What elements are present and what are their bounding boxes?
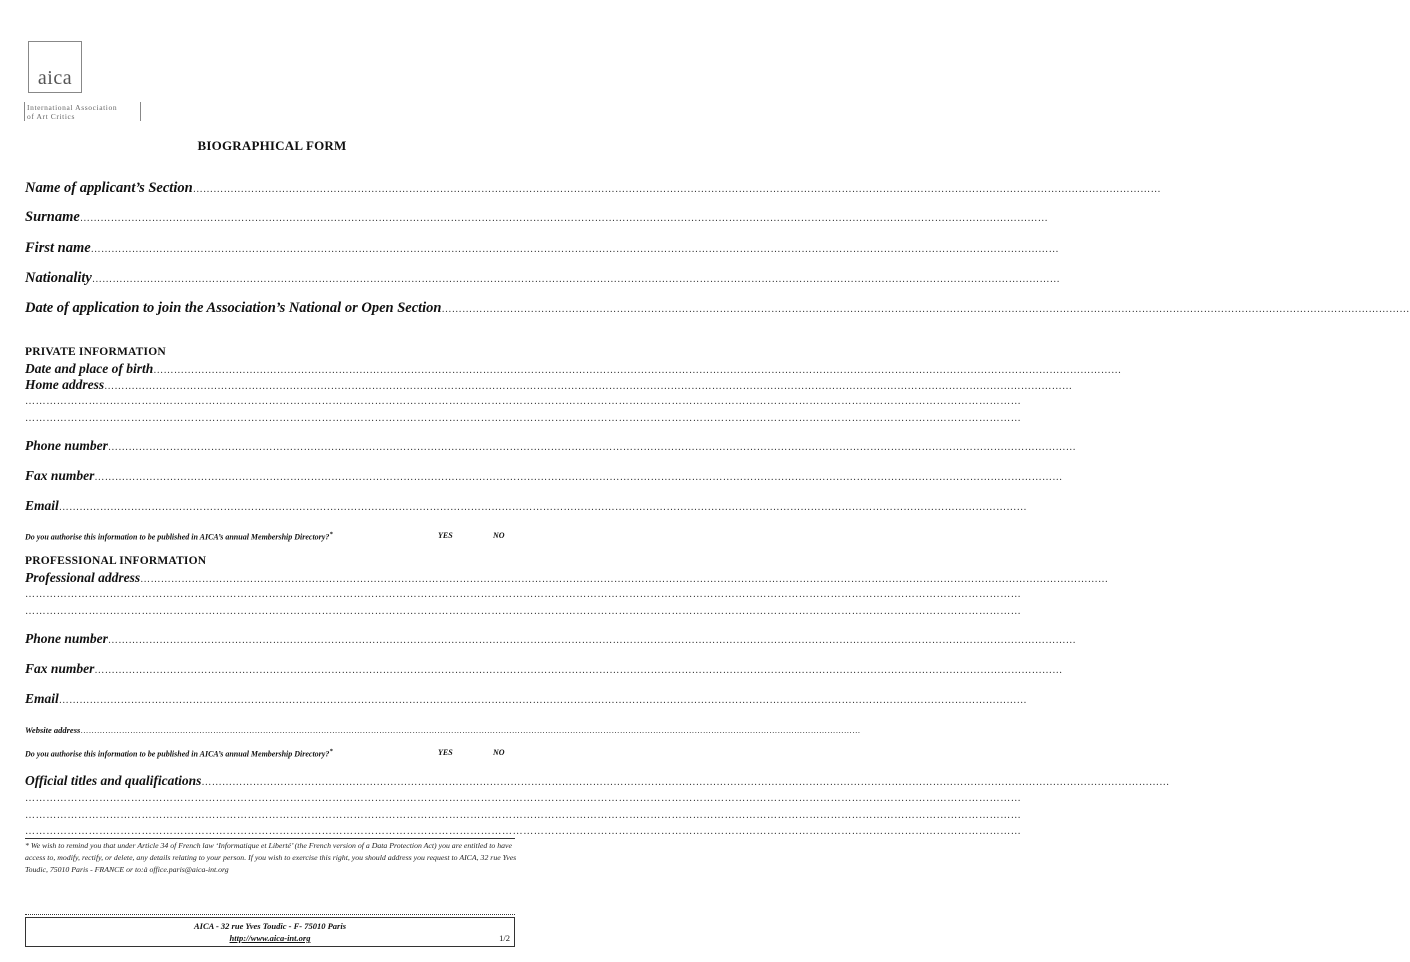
fill-line: ………………………………………………………………………………………………………………………………………………………………………………………………………………………………………………………… [441, 304, 1410, 315]
field-label: Surname [25, 209, 80, 225]
fill-line: ………………………………………………………………………………………………………………………………………………………………………………………………………………………………………………………… [94, 665, 1063, 676]
field-label: First name [25, 240, 91, 256]
fill-line: ………………………………………………………………………………………………………………………………………………………………………………………………………………………………………………………… [80, 726, 861, 735]
field-label: Email [25, 691, 59, 706]
field-home-address[interactable] [25, 377, 1073, 393]
fill-line: ………………………………………………………………………………………………………………………………………………………………………………………………………………………………………………………… [104, 381, 1073, 392]
field-private-email[interactable] [25, 498, 1027, 514]
page-number: 1/2 [499, 933, 510, 943]
footnote-mark: * [329, 531, 333, 538]
titles-line-2[interactable]: ………………………………………………………………………………………………………………………………………………………………………………………………………………………………………………………… [25, 793, 1022, 804]
field-date-place-birth[interactable] [25, 361, 1122, 377]
fill-line: ………………………………………………………………………………………………………………………………………………………………………………………………………………………………………………………… [90, 244, 1059, 255]
private-info-heading: PRIVATE INFORMATION [25, 346, 166, 358]
consent-yes-option[interactable]: YES [438, 748, 453, 757]
field-private-fax[interactable] [25, 468, 1063, 484]
titles-line-4[interactable]: ………………………………………………………………………………………………………………………………………………………………………………………………………………………………………………………… [25, 826, 1022, 837]
professional-address-line-3[interactable]: ………………………………………………………………………………………………………………………………………………………………………………………………………………………………………………………… [25, 606, 1022, 617]
home-address-line-3[interactable]: ………………………………………………………………………………………………………………………………………………………………………………………………………………………………………………………… [25, 413, 1022, 424]
fill-line: ………………………………………………………………………………………………………………………………………………………………………………………………………………………………………………………… [58, 502, 1027, 513]
footer-address: AICA - 32 rue Yves Toudic - F- 75010 Paris [194, 921, 346, 931]
logo-divider-right [140, 102, 141, 121]
field-label: Official titles and qualifications [25, 773, 202, 788]
field-nationality[interactable] [25, 270, 1061, 287]
consent-no-option[interactable]: NO [493, 748, 505, 757]
footer-website-link[interactable]: http://www.aica-int.org [229, 933, 311, 943]
field-professional-fax[interactable] [25, 661, 1063, 677]
form-title: BIOGRAPHICAL FORM [197, 138, 347, 153]
field-official-titles[interactable] [25, 773, 1170, 789]
logo-tagline-line1: International Association [27, 103, 118, 112]
field-website[interactable] [25, 725, 861, 735]
professional-info-heading: PROFESSIONAL INFORMATION [25, 555, 207, 567]
notice-divider [25, 838, 515, 839]
field-label: Email [25, 498, 59, 513]
field-label: Nationality [25, 270, 92, 286]
fill-line: ………………………………………………………………………………………………………………………………………………………………………………………………………………………………………………………… [91, 274, 1061, 285]
field-label: Fax number [25, 661, 95, 676]
field-label: Home address [25, 377, 105, 392]
field-first-name[interactable] [25, 240, 1059, 257]
fill-line: ………………………………………………………………………………………………………………………………………………………………………………………………………………………………………………………… [140, 574, 1109, 585]
field-applicant-section[interactable] [25, 180, 1161, 197]
home-address-line-2[interactable]: ………………………………………………………………………………………………………………………………………………………………………………………………………………………………………………………… [25, 396, 1022, 407]
field-label: Date of application to join the Association’s National or Open Section [25, 300, 442, 316]
consent-no-option[interactable]: NO [493, 531, 505, 540]
logo-text: aica [37, 67, 73, 89]
field-professional-phone[interactable] [25, 631, 1077, 647]
professional-publish-consent [25, 748, 513, 759]
field-private-phone[interactable] [25, 438, 1077, 454]
field-label: Phone number [25, 631, 108, 646]
field-label: Date and place of birth [25, 361, 154, 376]
field-label: Professional address [25, 570, 141, 585]
field-label: Fax number [25, 468, 95, 483]
fill-line: ………………………………………………………………………………………………………………………………………………………………………………………………………………………………………………………… [79, 213, 1049, 224]
field-label: Name of applicant’s Section [25, 180, 193, 196]
fill-line: ………………………………………………………………………………………………………………………………………………………………………………………………………………………………………………………… [107, 442, 1077, 453]
field-application-date[interactable] [25, 300, 1410, 317]
fill-line: ………………………………………………………………………………………………………………………………………………………………………………………………………………………………………………………… [107, 635, 1077, 646]
consent-question: Do you authorise this information to be published in AICA’s annual Membership Directory? [25, 749, 330, 759]
private-publish-consent [25, 531, 513, 542]
logo-divider-left [24, 102, 25, 121]
field-professional-address[interactable] [25, 570, 1109, 586]
fill-line: ………………………………………………………………………………………………………………………………………………………………………………………………………………………………………………………… [192, 184, 1161, 195]
consent-question: Do you authorise this information to be published in AICA’s annual Membership Directory? [25, 532, 330, 542]
aica-logo [28, 41, 82, 93]
titles-line-3[interactable]: ………………………………………………………………………………………………………………………………………………………………………………………………………………………………………………………… [25, 810, 1022, 821]
consent-yes-option[interactable]: YES [438, 531, 453, 540]
footer-top-rule [25, 914, 515, 915]
logo-tagline-line2: of Art Critics [27, 112, 75, 121]
page-footer [25, 917, 515, 947]
fill-line: ………………………………………………………………………………………………………………………………………………………………………………………………………………………………………………………… [201, 777, 1170, 788]
field-label: Website address [25, 725, 81, 735]
footnote-mark: * [329, 748, 333, 755]
fill-line: ………………………………………………………………………………………………………………………………………………………………………………………………………………………………………………………… [58, 695, 1027, 706]
fill-line: ………………………………………………………………………………………………………………………………………………………………………………………………………………………………………………………… [94, 472, 1063, 483]
data-protection-notice: * We wish to remind you that under Article 34 of French law ‘Informatique et Liberté’ (the French version of a Data Protection Act) you are entitled to have access to, modify, rectify, or delete, any details relating to your person. If you wish to exercise this right, you should address you request to AICA, 32 rue Yves Toudic, 75010 Paris - FRANCE or to:à office.paris@aica-int.org [25, 841, 517, 874]
field-label: Phone number [25, 438, 108, 453]
professional-address-line-2[interactable]: ………………………………………………………………………………………………………………………………………………………………………………………………………………………………………………………… [25, 589, 1022, 600]
field-professional-email[interactable] [25, 691, 1027, 707]
field-surname[interactable] [25, 209, 1049, 226]
fill-line: ………………………………………………………………………………………………………………………………………………………………………………………………………………………………………………………… [153, 365, 1122, 376]
